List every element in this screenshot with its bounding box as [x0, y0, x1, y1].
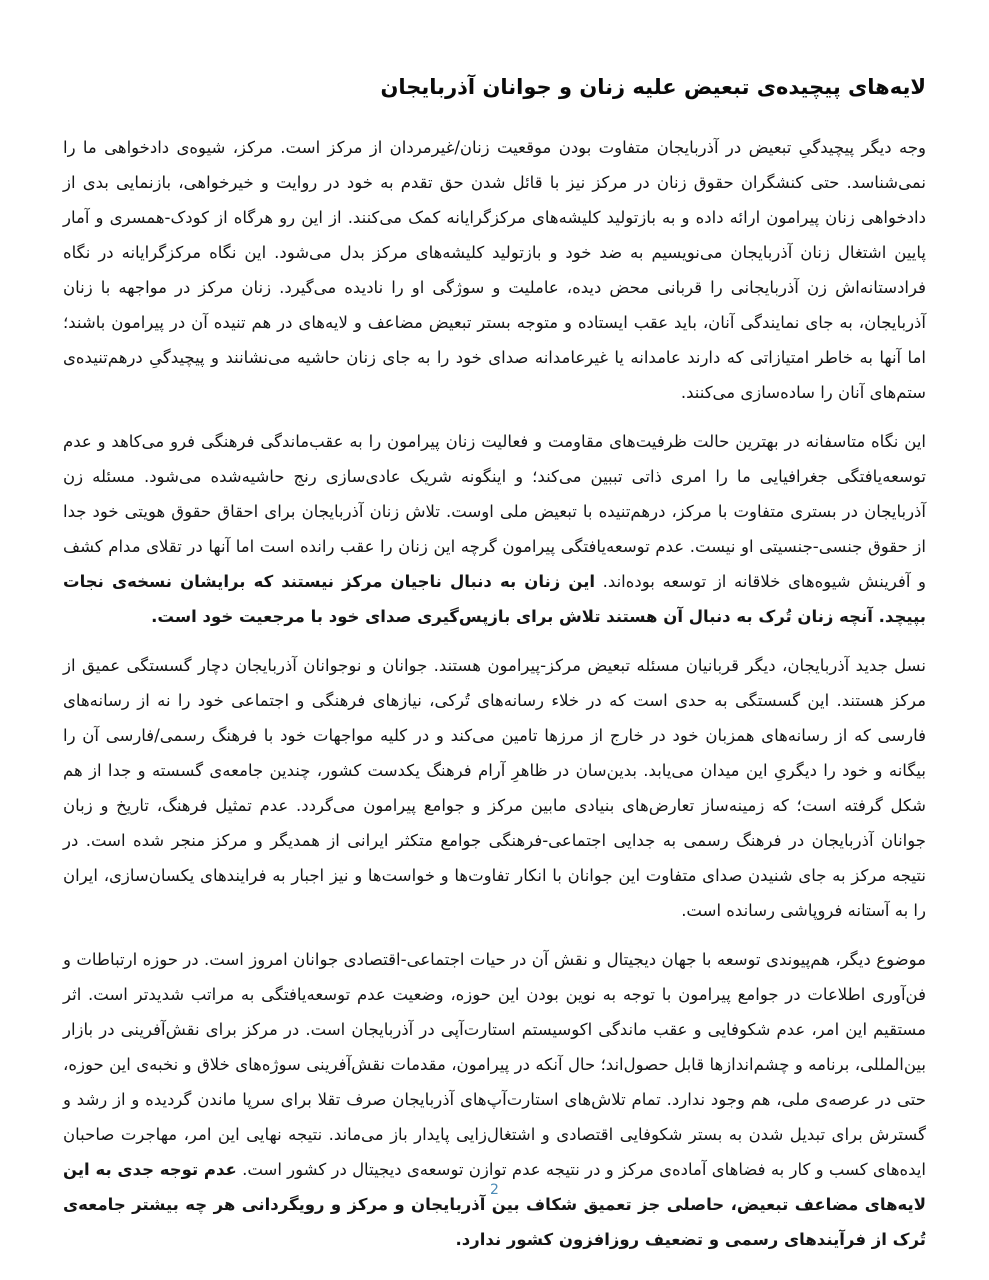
paragraph-4-text: موضوع دیگر، هم‌پیوندی توسعه با جهان دیجیتال و نقش آن در حیات اجتماعی-اقتصادی جوانان امروز است. در حوزه ارتباطات و فن‌آوری اطلاعات در جوامع پیرامون با توجه به نوین بودن این حوزه، وضعیت عدم توسعه‌یافتگی به مراتب شدیدتر است. اثر مستقیم این امر، عدم شکوفایی و عقب ماندگی اکوسیستم استارت‌آپی در آذربایجان است. در مرکز برای نقش‌آفرینی در بازار بین‌المللی، برنامه و چشم‌اندازها قابل حصول‌اند؛ حال آنکه در پیرامون، مقدمات نقش‌آفرینی سوژه‌های خلاق و نخبه‌ی این حوزه، حتی در عرصه‌ی ملی، هم وجود ندارد. تمام تلاش‌های استارت‌آپ‌های آذربایجان صرف تقلا برای سرپا ماندن گردیده و از رشد و گسترش برای تبدیل شدن به بستر شکوفایی اقتصادی و اشتغال‌زایی پایدار باز می‌ماند. نتیجه نهایی این امر، مهاجرت صاحبان ایده‌های کسب و کار به فضاهای آماده‌ی مرکز و در نتیجه عدم توازن توسعه‌ی دیجیتال در کشور است. — [63, 949, 927, 1179]
paragraph-4-bold-text: عدم توجه جدی به این لایه‌های مضاعف تبعیض، حاصلی جز تعمیق شکاف بین آذربایجان و مرکز و رویگردانی هر چه بیشتر جامعه‌ی تُرک از فرآیندهای رسمی و تضعیف روزافزون کشور ندارد. — [63, 1159, 926, 1249]
paragraph-2 — [63, 424, 926, 634]
page-title: لایه‌های پیچیده‌ی تبعیض علیه زنان و جوانان آذربایجان — [380, 75, 926, 99]
paragraph-2-text: این نگاه متاسفانه در بهترین حالت ظرفیت‌های مقاومت و فعالیت زنان پیرامون را به عقب‌ماندگی فرهنگی فرو می‌کاهد و عدم توسعه‌یافتگی جغرافیایی ما را امری ذاتی تببین می‌کند؛ و اینگونه شریک عادی‌سازی رنج حاشیه‌شده می‌شود. مسئله زن آذربایجان در بستری متفاوت با مرکز، درهم‌تنیده با تبعیض ملی اوست. تلاش زنان آذربایجان برای احقاق حقوق هویتی خود جدا از حقوق جنسی-جنسیتی او نیست. عدم توسعه‌یافتگی پیرامون گرچه این زنان را عقب رانده است اما آنها در تقلای مدام کشف و آفرینش شیوه‌های خلاقانه از توسعه بوده‌اند. — [63, 431, 926, 591]
paragraph-1-text: وجه دیگر پیچیدگیِ تبعیض در آذربایجان متفاوت بودن موقعیت زنان/غیرمردان از مرکز است. مرکز، شیوه‌ی دادخواهی ما را نمی‌شناسد. حتی کنشگران حقوق زنان در مرکز نیز با قائل شدن حق تقدم به خود در روایت و خیرخواهی، بازنمایی بدی از دادخواهی زنان پیرامون ارائه داده و به بازتولید کلیشه‌های مرکزگرایانه کمک می‌کنند. از این رو هرگاه از کودک-همسری و آمار پایین اشتغال زنان آذربایجان می‌نویسیم به ضد خود و بازتولید کلیشه‌های مرکز بدل می‌شود. این نگاه مرکزگرایانه در نگاه فرادستانه‌اش زن آذربایجانی را قربانی محض دیده، عاملیت و سوژگی او را نادیده می‌گیرد. زنان مرکز در مواجهه با زنان آذربایجان، به جای نمایندگی آنان، باید عقب ایستاده و متوجه بستر تبعیض مضاعف و لایه‌های در هم تنیده آن در پیرامون باشند؛ اما آنها به خاطر امتیازاتی که دارند عامدانه یا غیرعامدانه صدای خود را به جای زنان حاشیه می‌نشانند و پیچیدگیِ درهم‌تنیده‌ی ستم‌های آنان را ساده‌سازی می‌کنند. — [63, 137, 926, 402]
paragraph-2-bold-text: این زنان به دنبال ناجیان مرکز نیستند که برایشان نسخه‌ی نجات بپیچد. آنچه زنان تُرک به دنبال آن هستند تلاش برای بازپس‌گیری صدای خود با مرجعیت خود است. — [63, 571, 926, 626]
paragraph-3 — [63, 648, 926, 928]
page-number: 2 — [490, 1182, 499, 1198]
paragraph-4 — [63, 942, 926, 1257]
paragraph-1 — [63, 130, 926, 410]
paragraph-3-text: نسل جدید آذربایجان، دیگر قربانیان مسئله تبعیض مرکز-پیرامون هستند. جوانان و نوجوانان آذربایجان دچار گسستگی عمیق از مرکز هستند. این گسستگی به حدی است که در خلاء رسانه‌های تُرکی، نیازهای فرهنگی و اجتماعی خود را نه از رسانه‌های فارسی که از رسانه‌های همزبان خود در خارج از مرزها تامین می‌کند و در کلیه مواجهات خود با فرهنگ رسمی/فارسی آن را بیگانه و خود را دیگریِ این میدان می‌یابد. بدین‌سان در ظاهرِ آرام فرهنگ یکدست کشور، چندین جامعه‌ی گسسته و جدا از هم شکل گرفته است؛ که زمینه‌ساز تعارض‌های بنیادی مابین مرکز و جوامع پیرامون می‌گردد. عدم تمثیل فرهنگ، تاریخ و زبان جوانان آذربایجان در فرهنگ رسمی به جدایی اجتماعی-فرهنگی جوامع متکثر ایرانی از همدیگر و مرکز منجر شده است. در نتیجه مرکز به جای شنیدن صدای متفاوت این جوانان با انکار تفاوت‌ها و خواست‌ها و نیز اجبار به فرایندهای یکسان‌سازی، ایران را به آستانه فروپاشی رسانده است. — [63, 655, 926, 920]
